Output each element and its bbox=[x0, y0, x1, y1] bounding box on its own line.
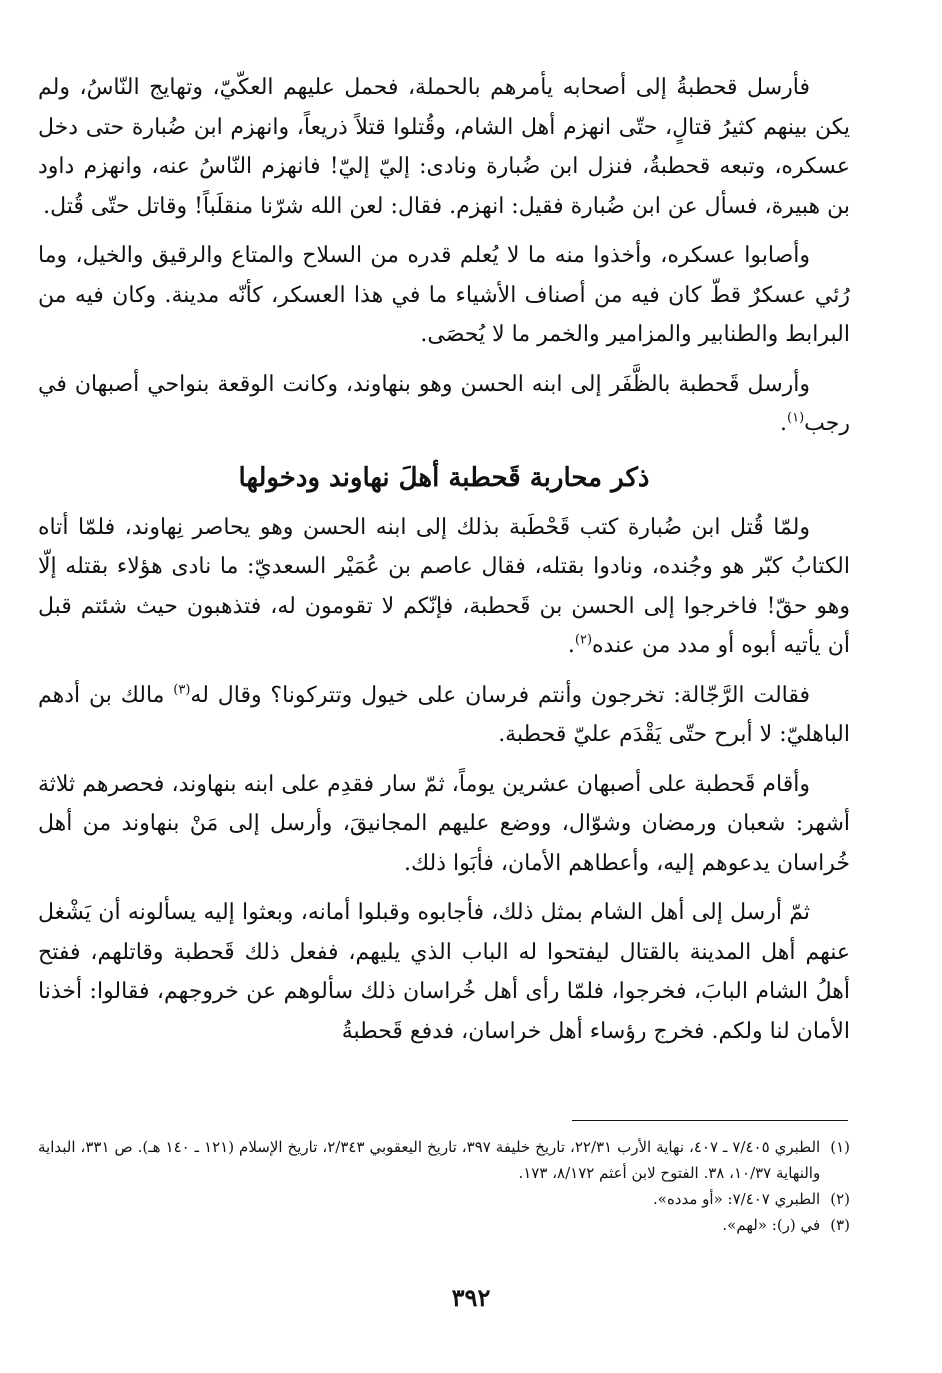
footnote-ref-3[interactable]: (٣) bbox=[173, 682, 191, 698]
footnote-text: في (ر): «لهم». bbox=[722, 1216, 821, 1234]
footnote-text: الطبري ٧/٤٠٥ ـ ٤٠٧، نهاية الأرب ٢٢/٣١، تاريخ خليفة ٣٩٧، تاريخ اليعقوبي ٢/٣٤٣، تاريخ الإسلام (١٢١ ـ ١٤٠ هـ). ص ٣٣١، البداية والنهاية ١٠/٣٧، ٣٨. الفتوح لابن أعثم ٨/١٧٢، ١٧٣. bbox=[38, 1138, 821, 1182]
paragraph-3-text: وأرسل قَحطبة بالظَّفَر إلى ابنه الحسن وهو بنهاوند، وكانت الوقعة بنواحي أصبهان في رجب bbox=[38, 371, 850, 436]
page-number: ٣٩٢ bbox=[451, 1283, 491, 1312]
footnote-number: (٣) bbox=[830, 1216, 850, 1234]
paragraph-4 bbox=[38, 508, 850, 666]
paragraph-4-tail: . bbox=[567, 633, 575, 658]
footnote-ref-2[interactable]: (٢) bbox=[574, 632, 593, 648]
paragraph-5-tail: مالك بن أدهم الباهليّ: لا أبرح حتّى يَقْدَم عليّ قحطبة. bbox=[38, 682, 850, 747]
footnote-divider bbox=[572, 1120, 848, 1121]
footnote-number: (١) bbox=[830, 1138, 850, 1156]
paragraph-3: وأرسل قَحطبة بالظَّفَر إلى ابنه الحسن وهو بنهاوند، وكانت الوقعة بنواحي أصبهان في رجب$^{(١)}$. bbox=[38, 371, 850, 436]
paragraph-6: وأقام قَحطبة على أصبهان عشرين يوماً، ثمّ سار فقدِم على ابنه بنهاوند، فحصرهم ثلاثة أشهر: شعبان ورمضان وشوّال، ووضع عليهم المجانيقَ، وأرسل إلى مَنْ بنهاوند من أهل خُراسان يدعوهم إليه، وأعطاهم الأمان، فأبَوا ذلك. bbox=[38, 771, 850, 876]
paragraph-5-text: فقالت الرَّجّالة: تخرجون وأنتم فرسان على خيول وتتركونا؟ وقال له bbox=[190, 682, 810, 708]
paragraph-2: وأصابوا عسكره، وأخذوا منه ما لا يُعلم قدره من السلاح والمتاع والرقيق والخيل، وما رُئي عسكرٌ قطّ كان فيه من أصناف الأشياء ما في هذا العسكر، كأنّه مدينة. وكان فيه من البرابط والطنابير والمزامير والخمر ما لا يُحصَى. bbox=[38, 243, 850, 347]
footnote-3 bbox=[38, 1212, 850, 1238]
footnote-ref-1[interactable]: (١) bbox=[787, 410, 805, 426]
paragraph-7: ثمّ أرسل إلى أهل الشام بمثل ذلك، فأجابوه وقبلوا أمانه، وبعثوا إليه يسألونه أن يَشْغل عنهم أهل المدينة بالقتال ليفتحوا له الباب الذي يليهم، ففعل ذلك قَحطبة وقاتلهم، ففتح أهلُ الشام البابَ، فخرجوا، فلمّا رأى أهل خُراسان ذلك سألوهم عن خروجهم، فقالوا: أخذنا الأمان لنا ولكم. فخرج رؤساء أهل خراسان، فدفع قَحطبةُ bbox=[38, 900, 850, 1044]
section-heading: ذكر محاربة قَحطبة أهلَ نهاوند ودخولها bbox=[238, 462, 650, 493]
footnote-1 bbox=[38, 1134, 850, 1186]
paragraph-4-text: ولمّا قُتل ابن ضُبارة كتب قَحْطَبة بذلك إلى ابنه الحسن وهو يحاصر نِهاوند، فلمّا أتاه الكتابُ كبّر هو وجُنده، ونادوا بقتله، فقال عاصم بن عُمَيْر السعديّ: ما نادى هؤلاء بقتله إلّا وهو حقّ! فاخرجوا إلى الحسن بن قَحطبة، فإنّكم لا تقومون له، فتذهبون حيث شئتم قبل أن يأتيه أبوه أو مدد من عنده bbox=[38, 514, 850, 658]
footnote-2 bbox=[38, 1186, 850, 1212]
paragraph-1: فأرسل قحطبةُ إلى أصحابه يأمرهم بالحملة، فحمل عليهم العكّيّ، وتهايج النّاسُ، ولم يكن بينهم كثيرُ قتالٍ، حتّى انهزم أهل الشام، وقُتلوا قتلاً ذريعاً، وانهزم ابن ضُبارة حتى دخل عسكره، وتبعه قحطبةُ، فنزل ابن ضُبارة ونادى: إليّ إليّ! فانهزم النّاسُ عنه، وانهزم داود بن هبيرة، فسأل عن ابن ضُبارة فقيل: انهزم. فقال: لعن الله شرّنا منقلَباً! وقاتل حتّى قُتل. bbox=[38, 75, 850, 219]
paragraph-5 bbox=[38, 676, 850, 755]
footnote-text: الطبري ٧/٤٠٧: «أو مدده». bbox=[653, 1190, 821, 1208]
footnotes bbox=[38, 1134, 850, 1238]
footnote-number: (٢) bbox=[830, 1190, 850, 1208]
main-text bbox=[38, 68, 850, 1061]
